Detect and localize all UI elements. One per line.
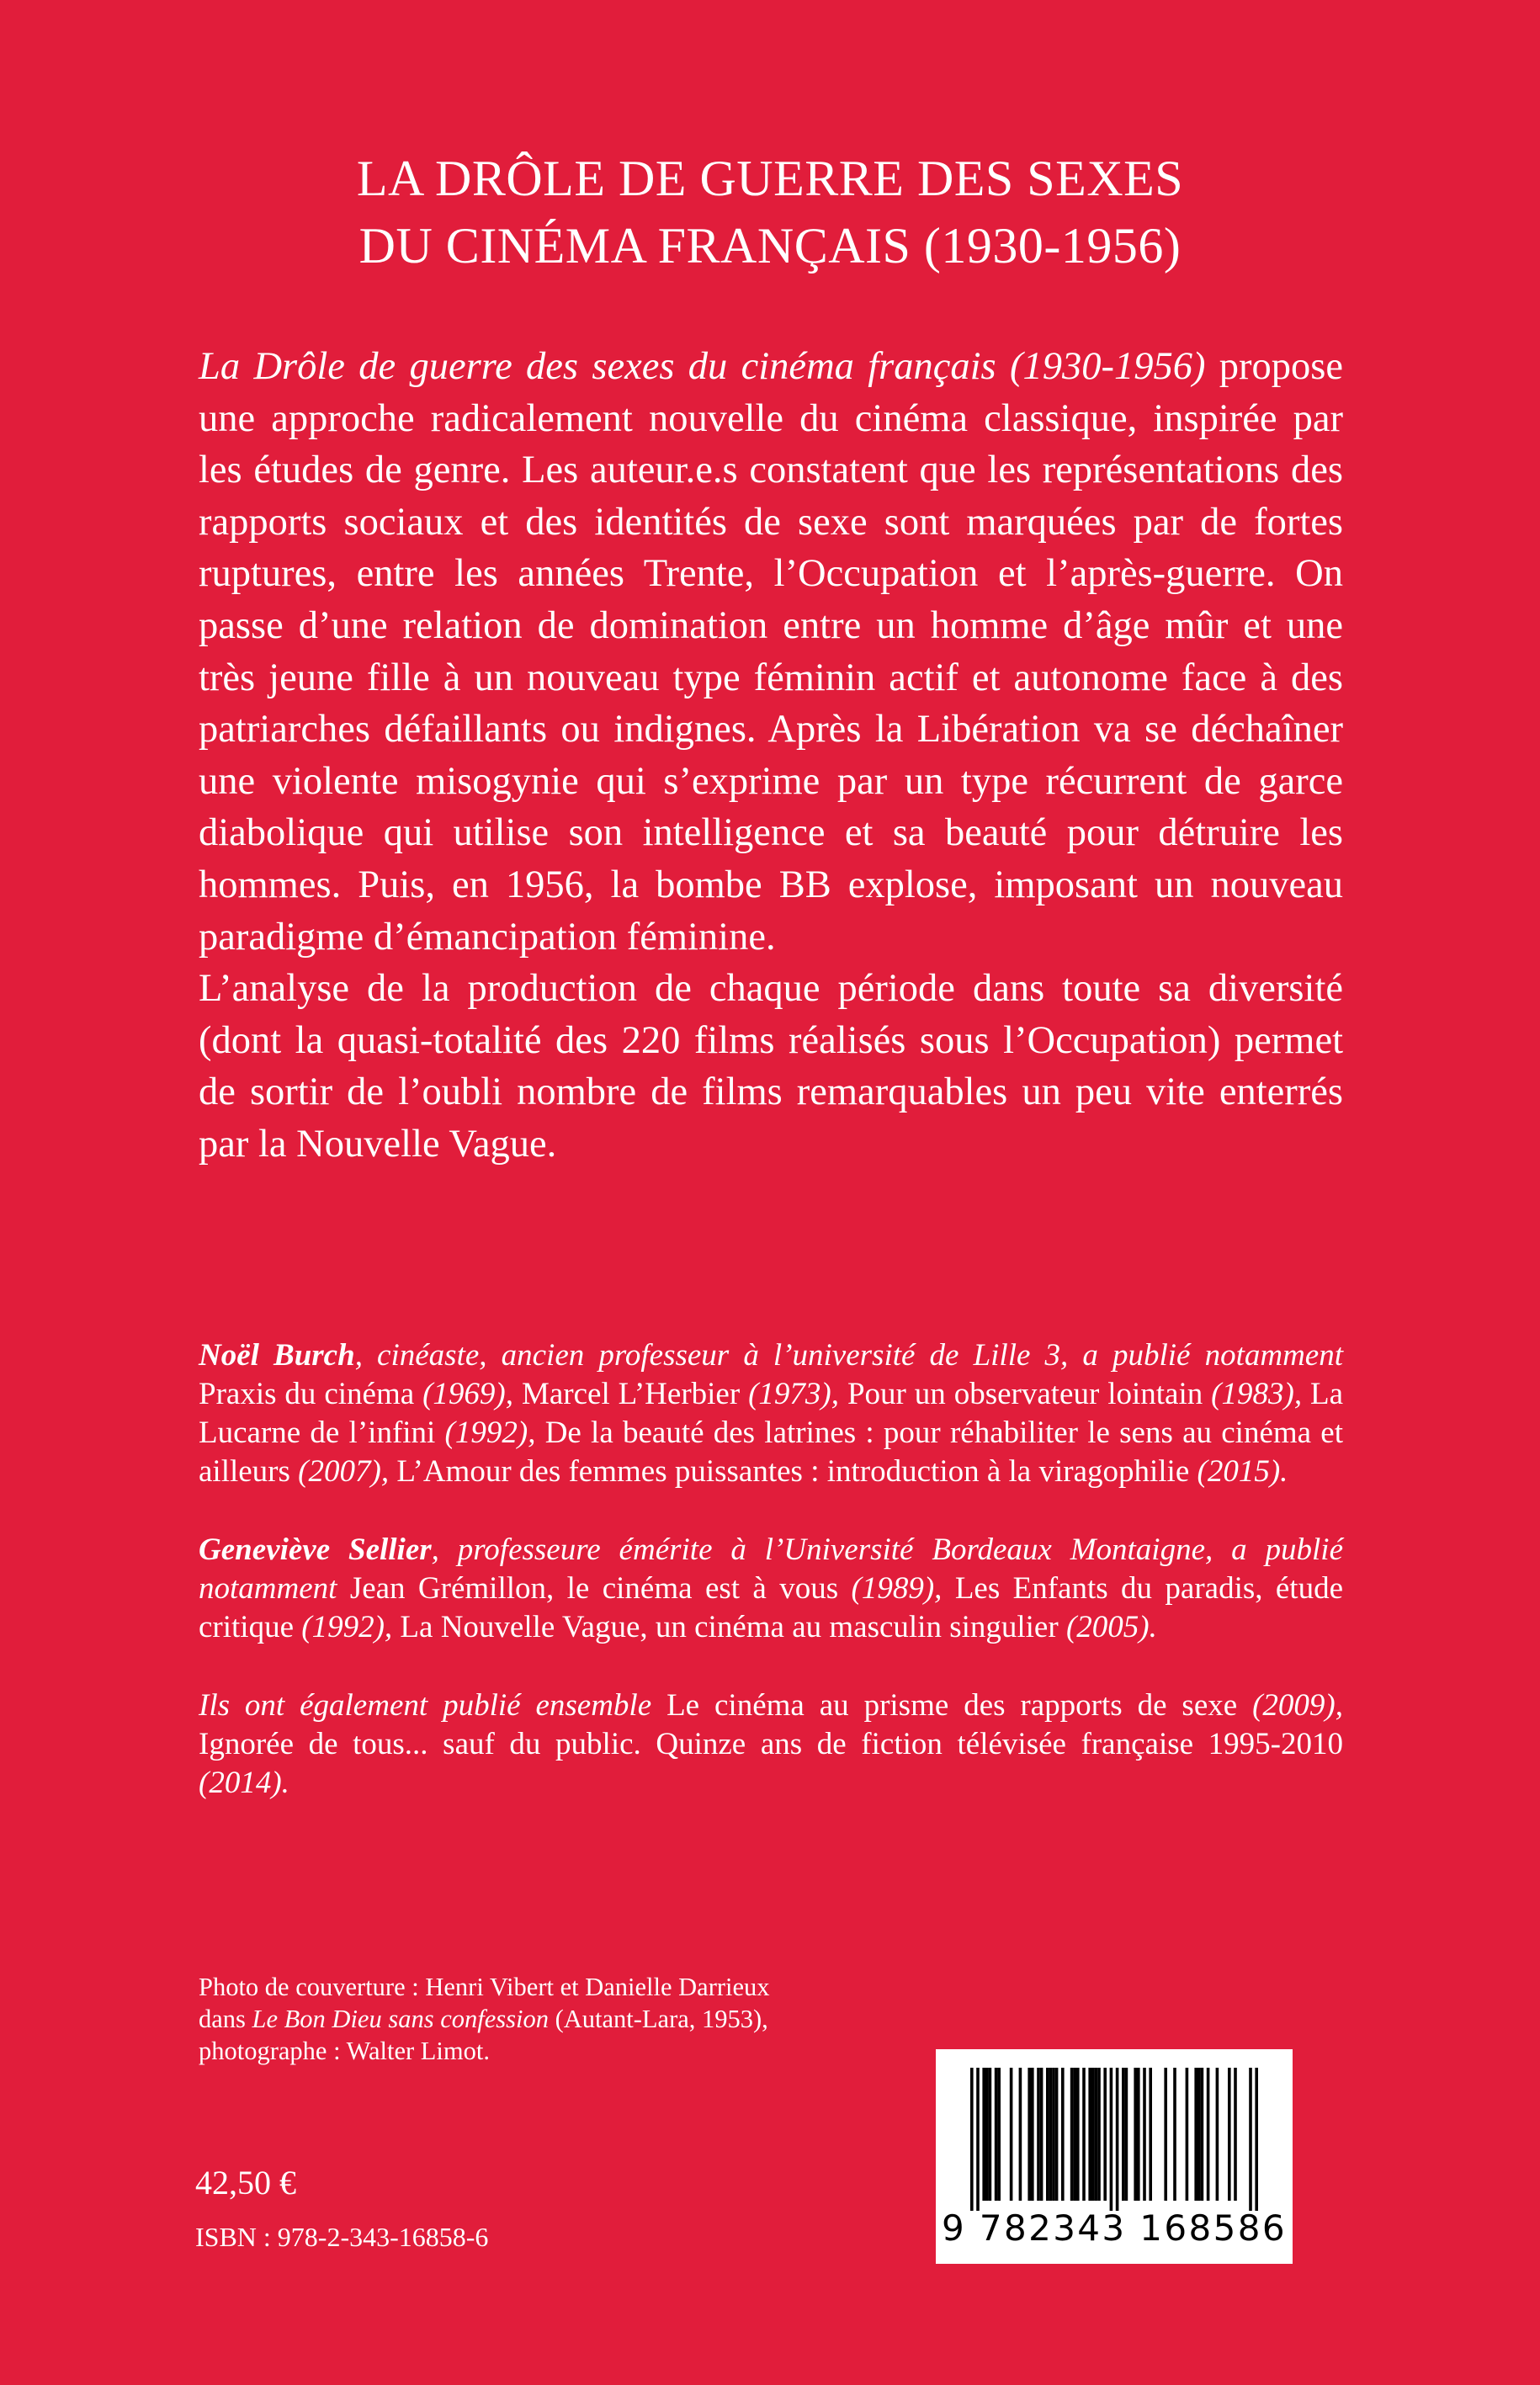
- price: 42,50 €: [195, 2164, 296, 2202]
- barcode-bar: [1197, 2068, 1201, 2201]
- author-bios: [199, 1336, 1343, 1842]
- work-year: (1969): [414, 1377, 506, 1411]
- work-year: (2007): [289, 1454, 381, 1489]
- photo-credit-line-3: photographe : Walter Limot.: [199, 2037, 490, 2065]
- work-title: Marcel L’Herbier: [521, 1377, 741, 1411]
- photo-credit-prefix: dans: [199, 2005, 252, 2033]
- barcode-bar: [1095, 2068, 1098, 2201]
- barcode-bar: [1228, 2068, 1231, 2201]
- bio-together: [199, 1686, 1343, 1803]
- summary-paragraph-1: [199, 341, 1343, 963]
- barcode-bar: [997, 2068, 1001, 2201]
- barcode-bar: [1076, 2068, 1080, 2201]
- barcode-bar: [970, 2068, 974, 2211]
- barcode-bar: [1073, 2068, 1076, 2201]
- work-separator: ,: [934, 1571, 955, 1606]
- barcode-bar: [1028, 2068, 1031, 2201]
- photo-credit-suffix: (Autant-Lara, 1953),: [548, 2005, 768, 2033]
- barcode-bar: [976, 2068, 980, 2211]
- work-year: (2015): [1189, 1454, 1281, 1489]
- bio-together-intro: Ils ont également publié ensemble: [199, 1688, 667, 1723]
- work-separator: .: [1149, 1610, 1157, 1644]
- photo-credit-line-2: [199, 2003, 956, 2035]
- barcode-bar: [1173, 2068, 1176, 2201]
- barcode-bar: [1097, 2068, 1101, 2201]
- work-title: Praxis du cinéma: [199, 1377, 415, 1411]
- work-year: (2014): [199, 1766, 282, 1800]
- barcode-bar: [1070, 2068, 1074, 2201]
- bio-sellier-intro: , professeure émérite à l’Université Bordeaux Montaigne, a publié notamment: [199, 1532, 1343, 1606]
- work-year: (1992): [294, 1610, 385, 1644]
- barcode-bar: [1207, 2068, 1210, 2201]
- isbn: ISBN : 978-2-343-16858-6: [195, 2222, 489, 2252]
- barcode: [936, 2049, 1293, 2264]
- photo-credit-line-1: Photo de couverture : Henri Vibert et Danielle Darrieux: [199, 1973, 770, 2001]
- book-title-line-2: DU CINÉMA FRANÇAIS (1930-1956): [358, 218, 1182, 274]
- work-separator: ,: [380, 1454, 397, 1489]
- barcode-bar: [1031, 2068, 1034, 2201]
- barcode-bar: [1082, 2068, 1086, 2201]
- work-title: La Lucarne de l’infini: [199, 1377, 1344, 1450]
- barcode-bar: [1255, 2068, 1258, 2211]
- author-name-burch: Noël Burch: [199, 1338, 355, 1373]
- work-title: Jean Grémillon, le cinéma est à vous: [349, 1571, 839, 1606]
- barcode-bar: [1010, 2068, 1013, 2201]
- barcode-bar: [1055, 2068, 1059, 2201]
- work-title: Ignorée de tous... sauf du public. Quinze ans de fiction télévisée française 1995-2010: [199, 1727, 1343, 1761]
- barcode-bar: [985, 2068, 989, 2201]
- barcode-digits: 9 782343 168586: [941, 2207, 1288, 2249]
- work-year: (1983): [1203, 1377, 1294, 1411]
- barcode-bar: [1088, 2068, 1091, 2201]
- barcode-bar: [1110, 2068, 1113, 2211]
- barcode-bar: [995, 2068, 998, 2201]
- barcode-bar: [1125, 2068, 1128, 2201]
- barcode-bar: [1046, 2068, 1049, 2201]
- bio-burch: [199, 1336, 1343, 1491]
- work-separator: .: [281, 1766, 289, 1800]
- work-year: (1992): [435, 1416, 528, 1450]
- barcode-bar: [1052, 2068, 1055, 2201]
- barcode-bar: [982, 2068, 985, 2201]
- barcode-bar: [1122, 2068, 1125, 2201]
- barcode-bar: [1103, 2068, 1107, 2201]
- work-separator: .: [1280, 1454, 1288, 1489]
- photo-credit-film: Le Bon Dieu sans confession: [252, 2005, 549, 2033]
- work-title: Les Enfants du paradis, étude critique: [199, 1571, 1344, 1644]
- barcode-bar: [1149, 2068, 1152, 2201]
- barcode-bar: [1134, 2068, 1137, 2201]
- book-title: [0, 145, 1540, 279]
- barcode-bar: [1116, 2068, 1119, 2211]
- book-title-line-1: LA DRÔLE DE GUERRE DES SEXES: [356, 151, 1184, 206]
- barcode-bar: [1249, 2068, 1252, 2211]
- barcode-bar: [1019, 2068, 1022, 2201]
- work-title: Le cinéma au prisme des rapports de sexe: [666, 1688, 1238, 1723]
- work-year: (1989): [838, 1571, 935, 1606]
- bio-burch-works: [199, 1377, 1343, 1489]
- work-year: (2005): [1058, 1610, 1150, 1644]
- bio-sellier: [199, 1531, 1343, 1647]
- summary-text-1: propose une approche radicalement nouvelle du cinéma classique, inspirée par les études de genre. Les auteur.e.s constatent que les représentations des rapports sociaux et des identités de sexe sont marquées par de fortes ruptures, entre les années Trente, l’Occupation et l’après-guerre. On passe d’une relation de domination entre un homme d’âge mûr et une très jeune fille à un nouveau type féminin actif et autonome face à des patriarches défaillants ou indignes. Après la Libération va se déchaîner une violente misogynie qui s’exprime par un type récurrent de garce diabolique qui utilise son intelligence et sa beauté pour détruire les hommes. Puis, en 1956, la bombe BB explose, imposant un nouveau paradigme d’émancipation féminine.: [199, 345, 1343, 959]
- barcode-bar: [1037, 2068, 1040, 2201]
- barcode-bar: [1049, 2068, 1053, 2201]
- barcode-bars: [936, 2049, 1293, 2213]
- barcode-bar: [1201, 2068, 1204, 2201]
- work-separator: ,: [384, 1610, 401, 1644]
- barcode-bar: [1194, 2068, 1197, 2201]
- summary-paragraph-2: L’analyse de la production de chaque période dans toute sa diversité (dont la quasi-totalité des 220 films réalisés sous l’Occupation) permet de sortir de l’oubli nombre de films remarquables un peu vite enterrés par la Nouvelle Vague.: [199, 967, 1343, 1166]
- bio-sellier-works: [199, 1571, 1343, 1644]
- author-name-sellier: Geneviève Sellier: [199, 1532, 432, 1567]
- barcode-bar: [1234, 2068, 1237, 2201]
- work-title: L’Amour des femmes puissantes : introduction à la viragophilie: [396, 1454, 1190, 1489]
- work-separator: ,: [1293, 1377, 1311, 1411]
- barcode-bar: [1091, 2068, 1095, 2201]
- barcode-bar: [1186, 2068, 1189, 2201]
- barcode-bar: [1143, 2068, 1146, 2201]
- work-title: De la beauté des latrines : pour réhabiliter le sens au cinéma et ailleurs: [199, 1416, 1344, 1489]
- barcode-bar: [1137, 2068, 1140, 2201]
- book-summary: [199, 341, 1343, 1171]
- bio-burch-intro: , cinéaste, ancien professeur à l’université de Lille 3, a publié notamment: [354, 1338, 1343, 1373]
- work-title: La Nouvelle Vague, un cinéma au masculin singulier: [400, 1610, 1059, 1644]
- barcode-bar: [1164, 2068, 1167, 2201]
- work-separator: ,: [1335, 1688, 1343, 1723]
- work-separator: ,: [831, 1377, 847, 1411]
- work-separator: ,: [528, 1416, 545, 1450]
- work-year: (1973): [740, 1377, 831, 1411]
- photo-credit: [199, 1971, 956, 2067]
- barcode-bar: [1216, 2068, 1219, 2201]
- barcode-bar: [1040, 2068, 1043, 2201]
- summary-book-title: La Drôle de guerre des sexes du cinéma français (1930-1956): [199, 345, 1206, 388]
- work-year: (2009): [1237, 1688, 1336, 1723]
- barcode-bar: [1061, 2068, 1065, 2201]
- work-title: Pour un observateur lointain: [847, 1377, 1203, 1411]
- barcode-bar: [989, 2068, 992, 2201]
- work-separator: ,: [505, 1377, 522, 1411]
